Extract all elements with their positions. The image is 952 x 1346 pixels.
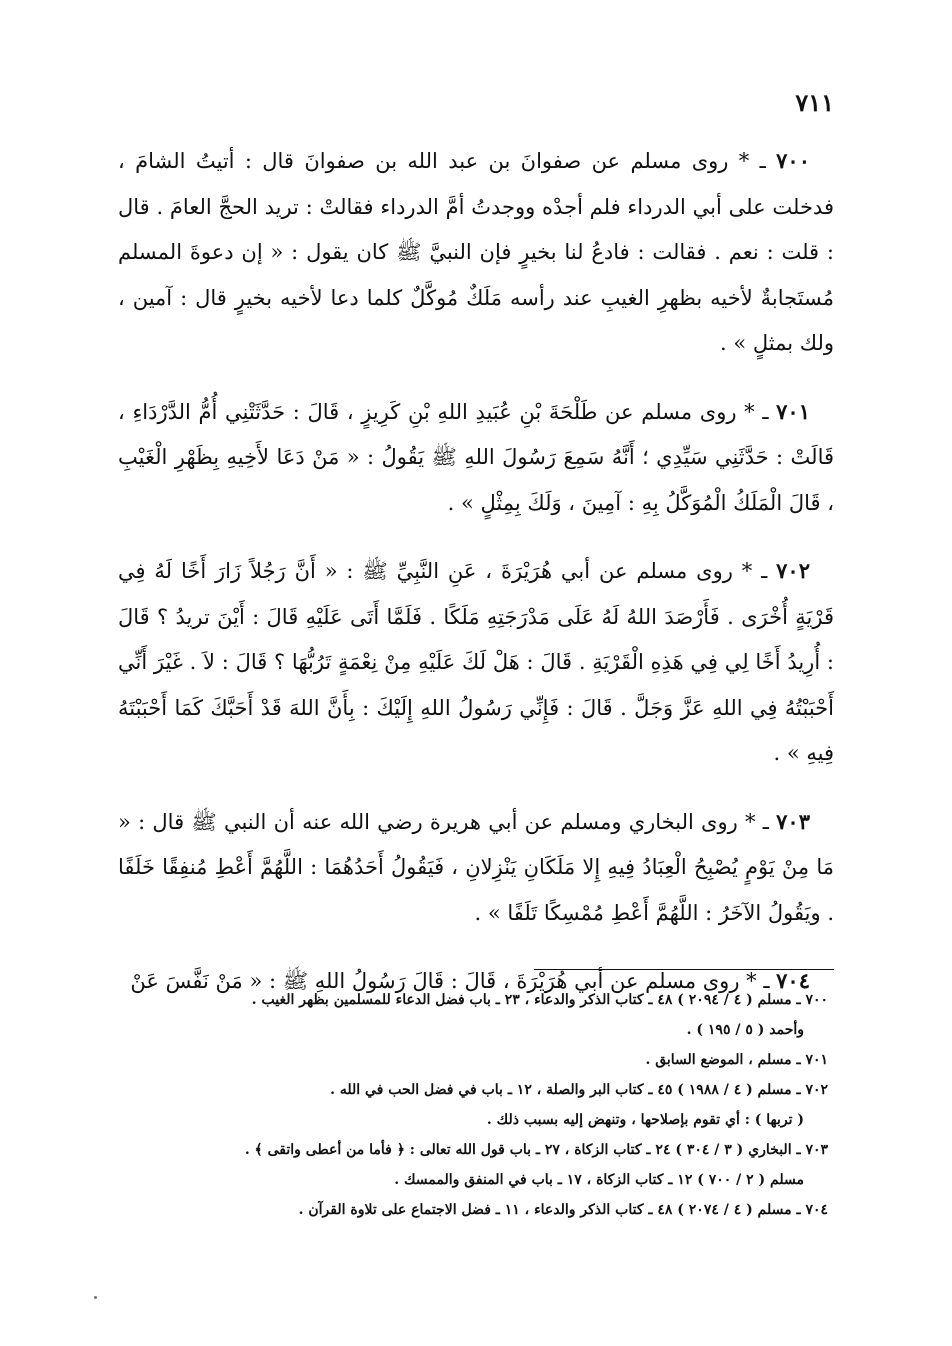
footnote: ( تربها ) : أي تقوم بإصلاحها ، وتنهض إليه بسبب ذلك . xyxy=(486,1112,804,1128)
hadith-text: ـ * روى البخاري ومسلم عن أبي هريرة رضي الله عنه أن النبي ﷺ قال : « مَا مِنْ يَوْمٍ يُصْبِحُ الْعِبَادُ فِيهِ إِلا مَلَكَانِ يَنْزِلانِ ، فَيَقُولُ أَحَدُهُمَا : اللَّهُمَّ أَعْطِ مُنفِقًا خَلَفًا . ويَقُولُ الآخَرُ : اللَّهُمَّ أَعْطِ مُمْسِكًا تَلَفًا » . xyxy=(118,809,834,925)
page-number: ٧١١ xyxy=(795,88,834,117)
hadith-number: ٧٠٢ xyxy=(776,558,810,583)
hadith-700 xyxy=(118,138,834,367)
footnote: وأحمد ( ٥ / ١٩٥ ) . xyxy=(686,1022,804,1038)
footnote: ٧٠٤ ـ مسلم ( ٤ / ٢٠٧٤ ) ٤٨ ـ كتاب الذكر والدعاء ، ١١ ـ فضل الاجتماع على تلاوة القرآن . xyxy=(298,1202,828,1218)
hadith-702 xyxy=(118,548,834,777)
hadith-text: ـ * روى مسلم عن طَلْحَةَ بْنِ عُبَيدِ اللهِ بْنِ كَرِيزٍ ، قَالَ : حَدَّثَتْنِي أُمُّ الدَّرْدَاءِ ، قَالَتْ : حَدَّثَنِي سَيِّدِي ؛ أَنَّهُ سَمِعَ رَسُولَ اللهِ ﷺ يَقُولُ : « مَنْ دَعَا لأَخِيهِ بِظَهْرِ الْغَيْبِ ، قَالَ الْمَلَكُ الْمُوَكَّلُ بِهِ : آمِينَ ، وَلَكَ بِمِثْلٍ » . xyxy=(118,399,834,515)
footnote: ٧٠٠ ـ مسلم ( ٤ / ٢٠٩٤ ) ٤٨ ـ كتاب الذكر والدعاء ، ٢٣ ـ باب فضل الدعاء للمسلمين بظهر الغيب . xyxy=(251,992,828,1008)
hadith-number: ٧٠١ xyxy=(776,398,810,424)
footnote: ٧٠٢ ـ مسلم ( ٤ / ١٩٨٨ ) ٤٥ ـ كتاب البر والصلة ، ١٢ ـ باب في فضل الحب في الله . xyxy=(330,1082,828,1098)
hadith-text: ـ * روى مسلم عن صفوانَ بن عبد الله بن صفوانَ قال : أتيتُ الشامَ ، فدخلت على أبي الدرداء فلم أجدْه ووجدتُ أمَّ الدرداء فقالتْ : تريد الحجَّ العامَ . قال : قلت : نعم . فقالت : فادعُ لنا بخيرٍ فإن النبيَّ ﷺ كان يقول : « إن دعوةَ المسلم مُستَجابةٌ لأخيه بظهرِ الغيبِ عند رأسه مَلَكٌ مُوكَّلٌ كلما دعا لأخيه بخيرٍ قال : آمين ، ولك بمثلٍ » . xyxy=(118,149,834,355)
hadith-number: ٧٠٤ xyxy=(776,968,810,993)
hadith-text: ـ * روى مسلم عن أبي هُرَيْرَةَ ، عَنِ النَّبِيِّ ﷺ : « أَنَّ رَجُلاً زَارَ أَخًا لَهُ فِي قَرْيَةٍ أُخْرَى . فَأَرْصَدَ اللهُ لَهُ عَلَى مَدْرَجَتِهِ مَلَكًا . فَلَمَّا أَتَى عَلَيْهِ قَالَ : أَيْنَ تريدُ ؟ قَالَ : أُرِيدُ أَخًا لِي فِي هَذِهِ الْقَرْيَةِ . قَالَ : هَلْ لَكَ عَلَيْهِ مِنْ نِعْمَةٍ تَرُبُّهَا ؟ قَالَ : لاَ . غَيْرَ أَنِّي أَحْبَبْتُهُ فِي اللهِ عَزَّ وَجَلَّ . قَالَ : فَإِنِّي رَسُولُ اللهِ إِلَيْكَ : بِأَنَّ اللهَ قَدْ أَحَبَّكَ كَمَا أَحْبَبْتَهُ فِيهِ » . xyxy=(118,559,834,765)
main-text xyxy=(118,138,834,1005)
hadith-number: ٧٠٣ xyxy=(776,808,810,834)
scan-speck xyxy=(94,1296,97,1299)
hadith-text: ـ * روى مسلم عن أبي هُرَيْرَةَ ، قَالَ : قَالَ رَسُولُ اللهِ ﷺ : « مَنْ نَفَّسَ عَنْ xyxy=(130,969,777,993)
hadith-number: ٧٠٠ xyxy=(776,148,810,173)
footnotes xyxy=(118,985,828,1225)
footnote: ٧٠٣ ـ البخاري ( ٣ / ٣٠٤ ) ٢٤ ـ كتاب الزكاة ، ٢٧ ـ باب قول الله تعالى : ﴿ فأما من أعطى واتقى ﴾ . xyxy=(244,1142,828,1158)
footnote-separator xyxy=(534,969,834,970)
hadith-703 xyxy=(118,799,834,937)
footnote: ٧٠١ ـ مسلم ، الموضع السابق . xyxy=(645,1052,828,1068)
hadith-701 xyxy=(118,389,834,527)
footnote: مسلم ( ٢ / ٧٠٠ ) ١٢ ـ كتاب الزكاة ، ١٧ ـ باب في المنفق والممسك . xyxy=(394,1172,804,1188)
